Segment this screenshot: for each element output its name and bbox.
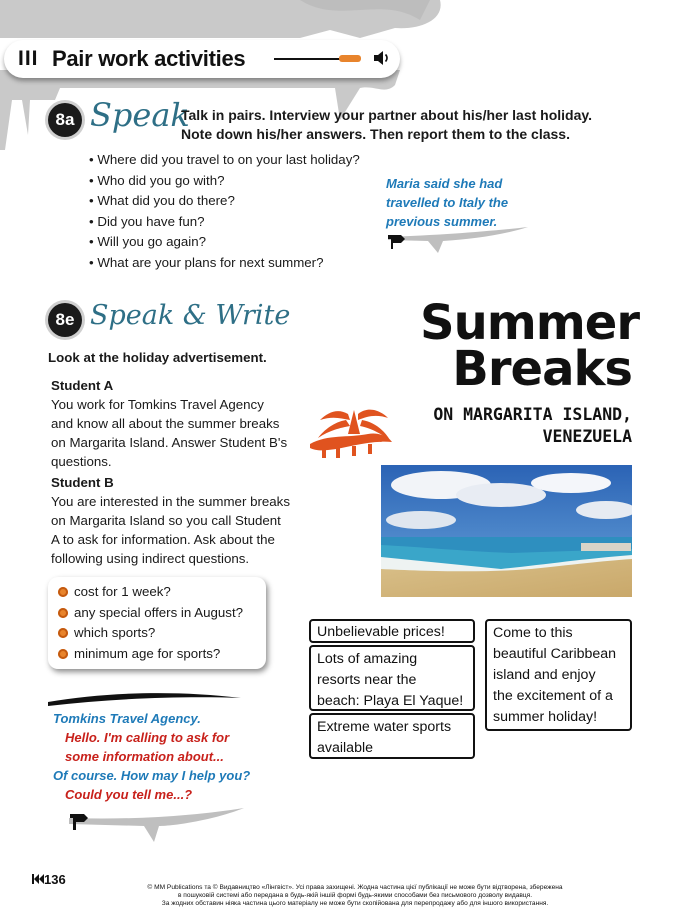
copyright-line: © MM Publications та © Видавництво «Лінгвіст». Усі права захищені. Жодна частина цієї публікації не може бути відтворена, збережена [147, 884, 563, 891]
dialogue-line: Hello. I'm calling to ask for [65, 730, 230, 745]
student-b-line: You are interested in the summer breaks [51, 494, 290, 509]
student-b-label: Student B [51, 475, 114, 490]
advert-subtitle-line: ON MARGARITA ISLAND, [433, 405, 632, 424]
bullet-dot-icon [58, 587, 68, 597]
list-item: • Where did you travel to on your last holiday? [89, 150, 360, 171]
student-a-line: questions. [51, 454, 112, 469]
instruction-8a [181, 106, 592, 144]
student-a-line: You work for Tomkins Travel Agency [51, 397, 264, 412]
audio-slider-handle[interactable] [339, 55, 361, 62]
advert-box-line: Come to this [493, 625, 573, 641]
speaker-icon[interactable] [372, 48, 392, 68]
advert-box-sports [309, 713, 475, 759]
page-number-text: 136 [44, 872, 66, 887]
advert-box-resorts [309, 645, 475, 711]
student-b-line: following using indirect questions. [51, 551, 250, 566]
advert-box-line: available [317, 740, 374, 756]
speak-heading-text: Speak [90, 96, 190, 134]
advert-box-line: resorts near the [317, 672, 417, 688]
advert-title-line: Breaks [452, 341, 632, 397]
student-a-line: and know all about the summer breaks [51, 416, 280, 431]
section-badge-8e: 8e [48, 303, 82, 337]
bubble-line: Maria said she had [386, 176, 503, 191]
list-item: • Who did you go with? [89, 171, 360, 192]
advert-title [420, 295, 639, 397]
list-item: • Will you go again? [89, 232, 360, 253]
student-b-line: on Margarita Island so you call Student [51, 513, 281, 528]
list-item: • What did you do there? [89, 191, 360, 212]
student-b-block [51, 473, 290, 568]
advert-box-caribbean [485, 619, 632, 731]
instruction-line: Note down his/her answers. Then report them to the class. [181, 126, 570, 142]
dialogue-bubble-top-icon [46, 688, 246, 708]
bubble-line: previous summer. [386, 214, 498, 229]
advert-title-line: Summer [420, 295, 639, 351]
student-a-label: Student A [51, 378, 114, 393]
student-a-line: on Margarita Island. Answer Student B's [51, 435, 288, 450]
bubble-line: travelled to Italy the [386, 195, 509, 210]
copyright-line: в пошуковій системі або передана в будь-якій іншій формі будь-якими способами без письмового дозволу видавця. [177, 892, 533, 900]
advert-box-line: summer holiday! [493, 709, 598, 725]
list-item [58, 644, 243, 665]
dialogue-line: some information about... [65, 749, 224, 764]
bullet-dot-icon [58, 628, 68, 638]
dialogue-line: Could you tell me...? [65, 787, 193, 802]
advert-box-line: beautiful Caribbean [493, 646, 617, 662]
question-list [89, 150, 360, 273]
telephone-icon [64, 806, 249, 846]
list-item: • What are your plans for next summer? [89, 253, 360, 274]
student-b-line: A to ask for information. Ask about the [51, 532, 275, 547]
speak-heading [90, 96, 190, 134]
dialogue-line: Of course. How may I help you? [53, 768, 251, 783]
speak-write-heading-text: Speak & Write [90, 300, 291, 331]
section-badge-8a: 8a [48, 103, 82, 137]
prompt-text: which sports? [74, 625, 156, 640]
beach-photo [381, 465, 632, 597]
prompt-text: any special offers in August? [74, 604, 244, 620]
instruction-line: Talk in pairs. Interview your partner about his/her last holiday. [181, 107, 593, 123]
prompt-list [58, 582, 243, 664]
list-item: • Did you have fun? [89, 212, 360, 233]
list-item [58, 582, 243, 603]
prompt-text: minimum age for sports? [74, 645, 221, 661]
advert-box-text: Unbelievable prices! [317, 624, 445, 640]
section-header-bar [4, 40, 400, 78]
copyright-line: За жодних обставин ніяка частина цього матеріалу не може бути скопійована для перепродажу або для іншого використання. [161, 900, 549, 908]
look-instruction: Look at the holiday advertisement. [48, 350, 267, 365]
bullet-dot-icon [58, 649, 68, 659]
advert-subtitle [400, 404, 632, 448]
rewind-icon [32, 874, 44, 884]
bullet-dot-icon [58, 608, 68, 618]
advert-box-line: Lots of amazing [317, 651, 418, 667]
list-item [58, 623, 243, 644]
advert-box-line: beach: Playa El Yaque! [317, 693, 464, 709]
advert-subtitle-line: VENEZUELA [542, 427, 632, 446]
list-item [58, 603, 243, 624]
prompt-text: cost for 1 week? [74, 584, 171, 599]
page-number [32, 872, 66, 887]
header-bars-glyph: III [18, 47, 39, 70]
example-speech-bubble [386, 174, 536, 231]
dialogue-line: Tomkins Travel Agency. [53, 711, 201, 726]
palm-tree-icon [308, 404, 394, 460]
advert-box-line: Extreme water sports [317, 719, 452, 735]
student-a-block [51, 376, 287, 471]
speak-write-heading [90, 300, 290, 331]
advert-box-line: island and enjoy [493, 667, 596, 683]
page-title: Pair work activities [52, 46, 246, 71]
example-dialogue [53, 709, 250, 804]
copyright-notice [120, 884, 590, 909]
speech-bubble-tail-icon [383, 225, 533, 255]
advert-box-line: the excitement of a [493, 688, 613, 704]
advert-box-prices [309, 619, 475, 643]
